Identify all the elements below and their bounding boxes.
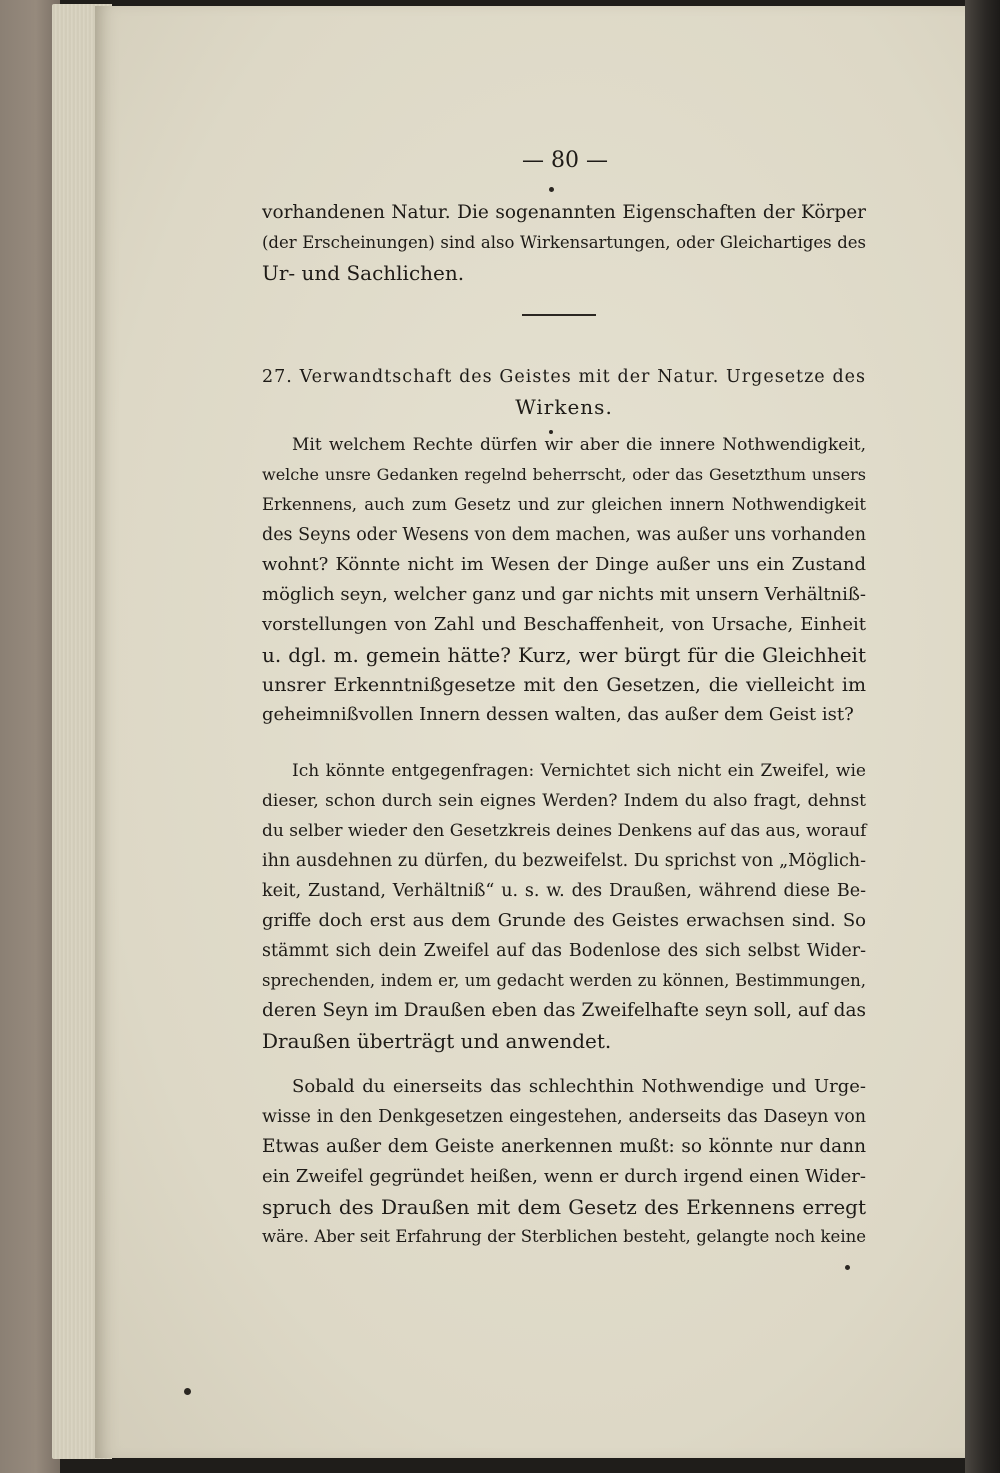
text-line: vorstellungen von Zahl und Beschaffenheit, von Ursache, Einheit (262, 614, 866, 635)
section-divider (522, 314, 596, 316)
ink-speck (184, 1388, 191, 1395)
book-cover-edge (0, 0, 60, 1473)
text-line: spruch des Draußen mit dem Gesetz des Erkennens erregt (262, 1195, 866, 1219)
intro-paragraph (262, 198, 866, 288)
text-line: ihn ausdehnen zu dürfen, du bezweifelst. Du sprichst von „Möglich- (262, 851, 866, 871)
text-line: (der Erscheinungen) sind also Wirkensartungen, oder Gleichartiges des (262, 233, 866, 252)
text-line: Sobald du einerseits das schlechthin Nothwendige und Urge- (292, 1076, 866, 1097)
text-line: Ich könnte entgegenfragen: Vernichtet sich nicht ein Zweifel, wie (292, 761, 866, 781)
text-line: welche unsre Gedanken regelnd beherrscht, oder das Gesetzthum unsers (262, 465, 866, 484)
text-line: möglich seyn, welcher ganz und gar nichts mit unsern Verhältniß- (262, 584, 866, 605)
text-line: u. dgl. m. gemein hätte? Kurz, wer bürgt für die Gleichheit (262, 643, 866, 667)
text-line: des Seyns oder Wesens von dem machen, was außer uns vorhanden (262, 525, 866, 545)
text-line: Mit welchem Rechte dürfen wir aber die innere Nothwendigkeit, (292, 435, 866, 455)
heading-line: 27. Verwandtschaft des Geistes mit der Natur. Urgesetze des (262, 367, 866, 387)
heading-line: Wirkens. (515, 395, 613, 419)
text-line: wisse in den Denkgesetzen eingestehen, anderseits das Daseyn von (262, 1107, 866, 1127)
ink-speck (549, 187, 554, 192)
text-line: dieser, schon durch sein eignes Werden? Indem du also fragt, dehnst (262, 791, 866, 811)
page-number: — 80 — (522, 148, 608, 173)
text-line: vorhandenen Natur. Die sogenannten Eigenschaften der Körper (262, 202, 866, 223)
text-line: sprechenden, indem er, um gedacht werden zu können, Bestimmungen, (262, 971, 866, 990)
text-line: deren Seyn im Draußen eben das Zweifelhafte seyn soll, auf das (262, 1000, 866, 1021)
ink-speck (549, 430, 553, 434)
text-line: geheimnißvollen Innern dessen walten, das außer dem Geist ist? (262, 704, 854, 725)
text-line: du selber wieder den Gesetzkreis deines Denkens auf das aus, worauf (262, 821, 867, 841)
paragraph-2 (262, 756, 866, 1056)
section-heading (262, 362, 866, 422)
text-line: griffe doch erst aus dem Grunde des Geistes erwachsen sind. So (262, 910, 866, 931)
paragraph-3 (262, 1072, 866, 1252)
text-line: stämmt sich dein Zweifel auf das Bodenlose des sich selbst Wider- (262, 941, 866, 961)
text-line: Erkennens, auch zum Gesetz und zur gleichen innern Nothwendigkeit (262, 495, 866, 514)
text-line: unsrer Erkenntnißgesetze mit den Gesetzen, die vielleicht im (262, 674, 866, 696)
ink-speck (845, 1265, 850, 1270)
text-line: wäre. Aber seit Erfahrung der Sterblichen besteht, gelangte noch keine (262, 1227, 866, 1246)
paragraph-1 (262, 430, 866, 730)
text-line: Ur- und Sachlichen. (262, 261, 465, 285)
text-line: Etwas außer dem Geiste anerkennen mußt: so könnte nur dann (262, 1136, 866, 1157)
text-line: ein Zweifel gegründet heißen, wenn er durch irgend einen Wider- (262, 1166, 866, 1187)
text-line: keit, Zustand, Verhältniß“ u. s. w. des Draußen, während diese Be- (262, 881, 866, 901)
text-line: wohnt? Könnte nicht im Wesen der Dinge außer uns ein Zustand (262, 554, 866, 575)
text-line: Draußen überträgt und anwendet. (262, 1029, 612, 1053)
binding-shadow (965, 0, 1000, 1473)
